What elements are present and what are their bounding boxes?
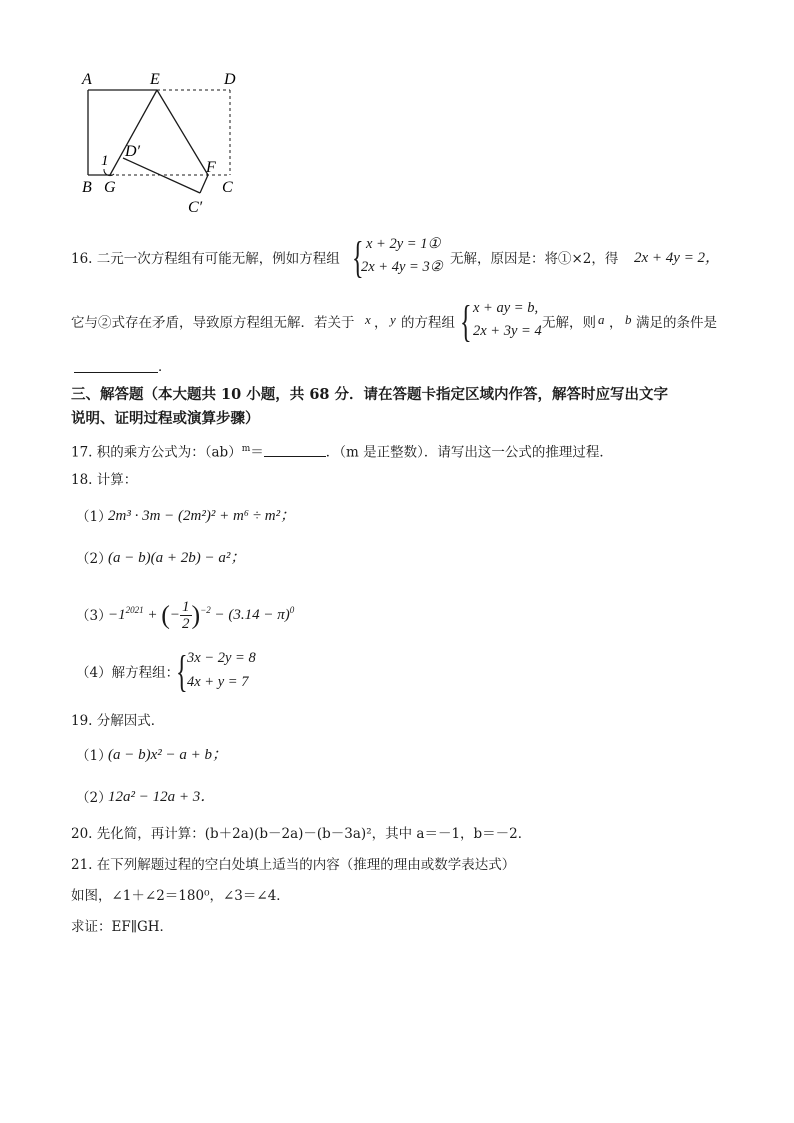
- q18-title: 18. 计算：: [71, 472, 138, 488]
- segment-EF: [157, 90, 208, 175]
- label-A: A: [82, 71, 92, 88]
- q16-system1-eq1: x + 2y = 1①: [366, 236, 441, 252]
- q16-system2-brace: {: [460, 297, 472, 346]
- q18-part1-label: （1）: [76, 509, 112, 525]
- label-B: B: [82, 179, 92, 196]
- q19-part1-expression: (a − b)x² − a + b；: [108, 747, 228, 763]
- q18-part3-expression: $-1^{2021}$ + (− $\frac{1}{2}$ )$^{-2} - (3.14 - \pi)^0$: [108, 599, 295, 633]
- label-D: D: [224, 71, 236, 88]
- q21-prove: 求证：EF∥GH．: [71, 919, 174, 935]
- q18-part2-expression: (a − b)(a + 2b) − a²；: [108, 550, 246, 566]
- q17-text: [71, 440, 613, 462]
- label-angle-1: 1: [101, 153, 109, 169]
- q16-line2-text: 它与②式存在矛盾，导致原方程组无解．若关于: [71, 315, 355, 331]
- q18-part3-exp1: 2021: [125, 605, 144, 615]
- q16-line2-nosolution: 无解，则: [542, 315, 596, 331]
- label-F: F: [206, 159, 216, 176]
- q18-part3-denominator: 2: [182, 616, 190, 633]
- q19-title: 19. 分解因式．: [71, 713, 165, 729]
- q16-comma-2: ，: [609, 315, 623, 331]
- q19-part2-expression: 12a² − 12a + 3．: [108, 789, 216, 805]
- q18-part3-numerator: 1: [182, 599, 190, 616]
- q18-part3-lparen: (: [161, 600, 170, 630]
- q16-line2-system-label: 的方程组: [401, 315, 455, 331]
- label-G: G: [104, 179, 116, 196]
- q18-part4-brace: {: [176, 647, 188, 696]
- q17-exponent-m: m: [241, 444, 251, 454]
- q18-part3-plus: +: [147, 607, 158, 623]
- q17-formula-prefix: 17. 积的乘方公式为：（ab）: [71, 444, 242, 461]
- q20-text: 20. 先化简，再计算：(b＋2a)(b－2a)－(b－3a)²，其中 a＝－1，b＝－2．: [71, 826, 532, 842]
- q18-part4-eq2: 4x + y = 7: [187, 674, 249, 690]
- q18-part3-exp3: 0: [289, 605, 295, 615]
- q18-part3-term3: − (3.14 − π): [214, 607, 290, 623]
- q16-system1-eq2: 2x + 4y = 3②: [361, 259, 443, 275]
- q18-part4-label: （4）解方程组：: [76, 665, 180, 681]
- q16-system2-eq1: x + ay = b,: [473, 300, 539, 316]
- section3-heading-line2: 说明、证明过程或演算步骤）: [71, 410, 260, 427]
- q16-var-b: b: [625, 312, 632, 327]
- q16-line2-condition: 满足的条件是: [636, 315, 717, 331]
- label-E: E: [150, 71, 160, 88]
- q18-part3-fraction: [180, 599, 192, 632]
- q18-part3-exp2: −2: [200, 605, 211, 615]
- q16-var-y: y: [390, 312, 396, 327]
- q16-system2-eq2: 2x + 3y = 4: [473, 323, 542, 339]
- q17-answer-blank[interactable]: [264, 442, 326, 457]
- segment-CpF: [200, 175, 208, 193]
- q18-part1-expression: 2m³ · 3m − (2m²)² + m⁶ ÷ m²；: [108, 508, 296, 524]
- q16-comma-1: ，: [374, 315, 388, 331]
- q21-instruction: 21. 在下列解题过程的空白处填上适当的内容（推理的理由或数学表达式）: [71, 857, 516, 873]
- q18-part3-rparen: ): [191, 600, 201, 630]
- q19-part1-label: （1）: [76, 748, 112, 764]
- q16-system1-brace: {: [352, 233, 364, 282]
- geometry-figure: [70, 66, 260, 226]
- q21-given: 如图，∠1＋∠2＝180⁰，∠3＝∠4．: [71, 888, 290, 904]
- q16-var-x: x: [365, 312, 371, 327]
- q18-part2-label: （2）: [76, 551, 112, 567]
- q16-answer-blank[interactable]: [74, 372, 158, 373]
- label-Cprime: C′: [188, 199, 203, 216]
- q17-equals: ＝: [250, 444, 264, 461]
- q17-instruction: ．（m 是正整数）．请写出这一公式的推理过程．: [325, 444, 613, 461]
- q16-line1-text: 16. 二元一次方程组有可能无解，例如方程组: [71, 251, 340, 267]
- q16-var-a: a: [598, 312, 605, 327]
- q18-part4-eq1: 3x − 2y = 8: [187, 650, 256, 666]
- section3-heading-line1: 三、解答题（本大题共 10 小题，共 68 分．请在答题卡指定区域内作答，解答时应写出文字: [71, 386, 669, 403]
- label-C: C: [222, 179, 233, 196]
- q16-line1-equation: 2x + 4y = 2，: [634, 250, 721, 266]
- q16-end-mark: ．: [158, 359, 172, 375]
- q18-part3-label: （3）: [76, 608, 112, 624]
- q16-line1-reason: 无解，原因是：将①×2，得: [450, 251, 619, 267]
- q18-part3-term1: −1: [108, 607, 126, 623]
- q19-part2-label: （2）: [76, 790, 112, 806]
- label-Dprime: D′: [125, 143, 141, 160]
